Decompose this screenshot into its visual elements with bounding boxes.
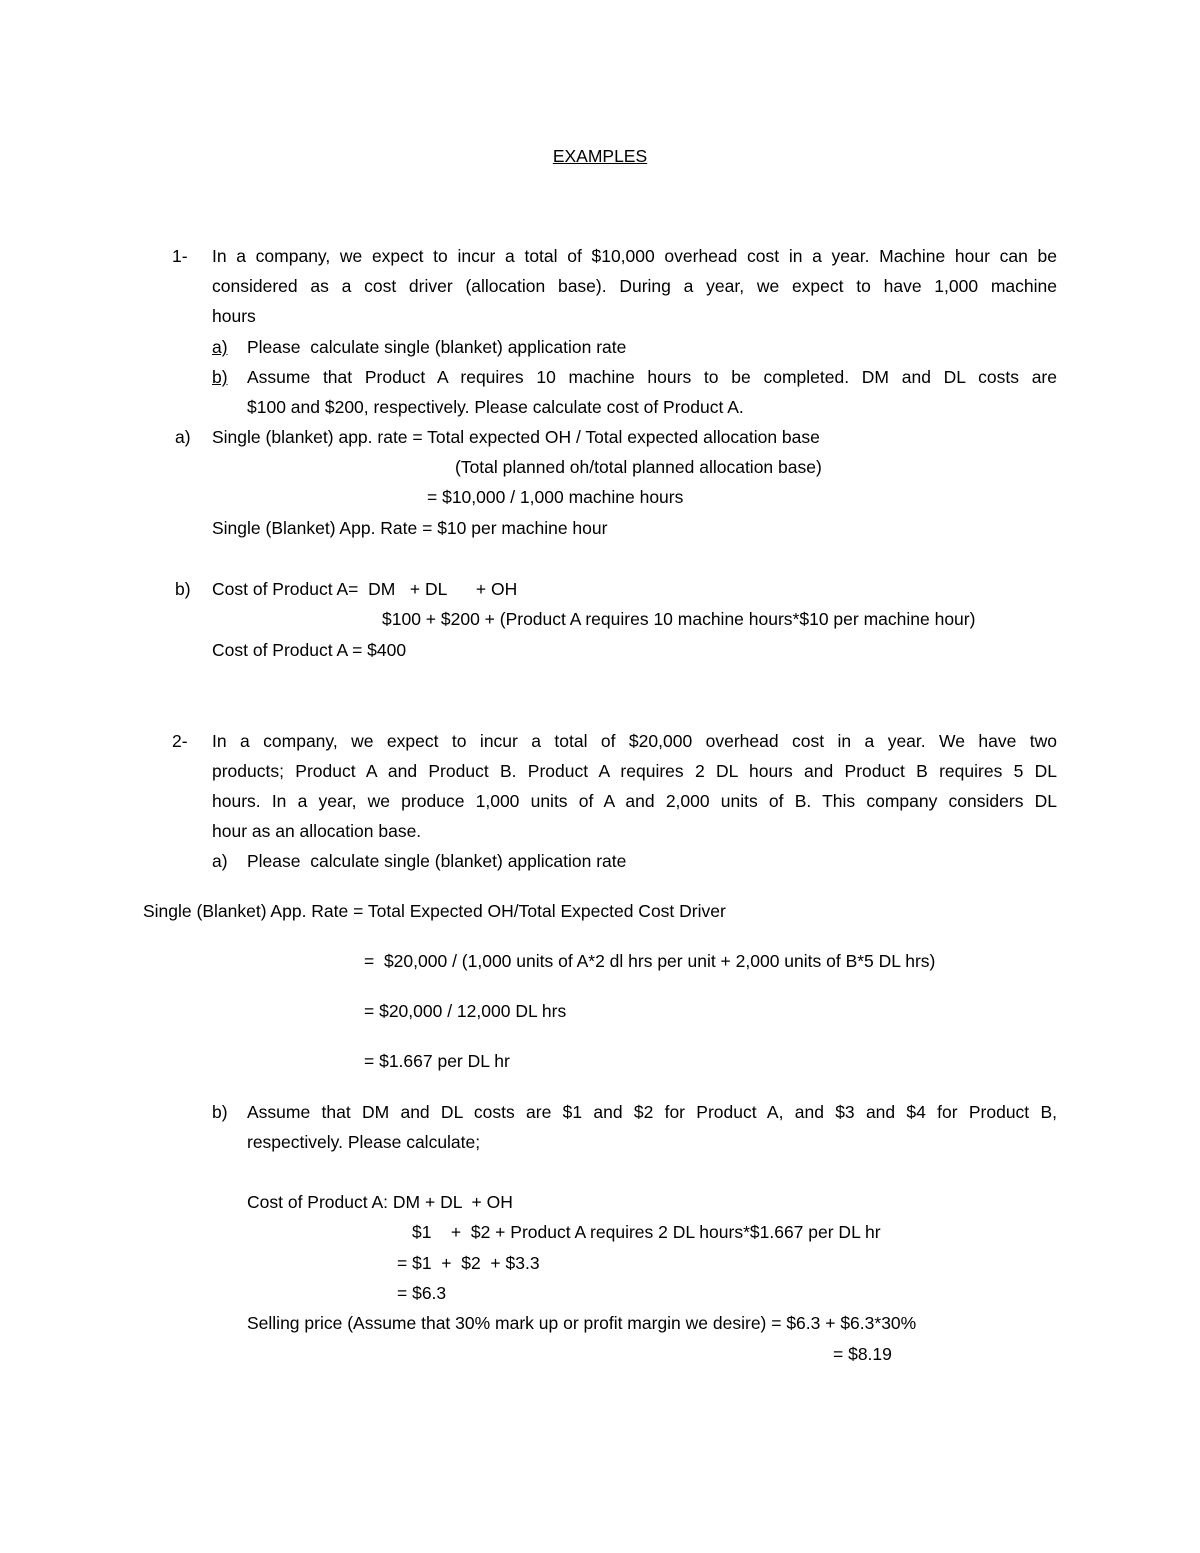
example-2-question-b-line-1: Assume that DM and DL costs are $1 and $2 for Product A, and $3 and $4 for Product B, <box>247 1102 1057 1122</box>
example-1-answer-b-line-3: Cost of Product A = $400 <box>212 640 407 660</box>
example-2-rate-line-2: = $20,000 / (1,000 units of A*2 dl hrs per unit + 2,000 units of B*5 DL hrs) <box>364 951 936 971</box>
example-2-question-a-label: a) <box>212 851 228 871</box>
example-2-text-line-2: products; Product A and Product B. Product A requires 2 DL hours and Product B requires 5 DL <box>212 761 1057 781</box>
example-2-selling-price-line-2: = $8.19 <box>833 1344 892 1364</box>
example-2-cost-line-3: = $1 + $2 + $3.3 <box>397 1253 540 1273</box>
example-2-cost-line-1: Cost of Product A: DM + DL + OH <box>247 1192 513 1212</box>
example-1-answer-b-label: b) <box>175 579 191 599</box>
example-2-number: 2- <box>172 731 188 751</box>
example-2-text-line-3: hours. In a year, we produce 1,000 units of A and 2,000 units of B. This company considers DL <box>212 791 1057 811</box>
example-1-answer-a-line-4: Single (Blanket) App. Rate = $10 per machine hour <box>212 518 608 538</box>
example-2-text-line-4: hour as an allocation base. <box>212 821 422 841</box>
example-2-cost-line-4: = $6.3 <box>397 1283 447 1303</box>
example-1-question-b-label: b) <box>212 367 228 387</box>
example-1-answer-b-line-1: Cost of Product A= DM + DL + OH <box>212 579 518 599</box>
example-1-answer-a-line-3: = $10,000 / 1,000 machine hours <box>427 487 684 507</box>
example-2-rate-line-4: = $1.667 per DL hr <box>364 1051 510 1071</box>
example-1-text-line-3: hours <box>212 306 256 326</box>
example-1-answer-b-line-2: $100 + $200 + (Product A requires 10 machine hours*$10 per machine hour) <box>382 609 976 629</box>
example-2-text-line-1: In a company, we expect to incur a total of $20,000 overhead cost in a year. We have two <box>212 731 1057 751</box>
example-1-answer-a-line-2: (Total planned oh/total planned allocation base) <box>455 457 822 477</box>
example-2-rate-line-1: Single (Blanket) App. Rate = Total Expected OH/Total Expected Cost Driver <box>143 901 726 921</box>
example-2-question-b-label: b) <box>212 1102 228 1122</box>
example-1-question-a-label: a) <box>212 337 228 357</box>
example-1-text-line-1: In a company, we expect to incur a total of $10,000 overhead cost in a year. Machine hour can be <box>212 246 1057 266</box>
example-1-question-b-line-1: Assume that Product A requires 10 machine hours to be completed. DM and DL costs are <box>247 367 1057 387</box>
example-1-text-line-2: considered as a cost driver (allocation base). During a year, we expect to have 1,000 machine <box>212 276 1057 296</box>
example-1-question-a-text: Please calculate single (blanket) application rate <box>247 337 627 357</box>
example-1-answer-a-line-1: Single (blanket) app. rate = Total expected OH / Total expected allocation base <box>212 427 820 447</box>
example-1-question-b-line-2: $100 and $200, respectively. Please calculate cost of Product A. <box>247 397 744 417</box>
example-1-answer-a-label: a) <box>175 427 191 447</box>
example-2-question-b-line-2: respectively. Please calculate; <box>247 1132 481 1152</box>
example-2-rate-line-3: = $20,000 / 12,000 DL hrs <box>364 1001 567 1021</box>
page-title: EXAMPLES <box>552 146 648 166</box>
example-2-cost-line-2: $1 + $2 + Product A requires 2 DL hours*$1.667 per DL hr <box>412 1222 881 1242</box>
example-1-number: 1- <box>172 246 188 266</box>
example-2-question-a-text: Please calculate single (blanket) application rate <box>247 851 627 871</box>
example-2-selling-price-line-1: Selling price (Assume that 30% mark up or profit margin we desire) = $6.3 + $6.3*30% <box>247 1313 917 1333</box>
